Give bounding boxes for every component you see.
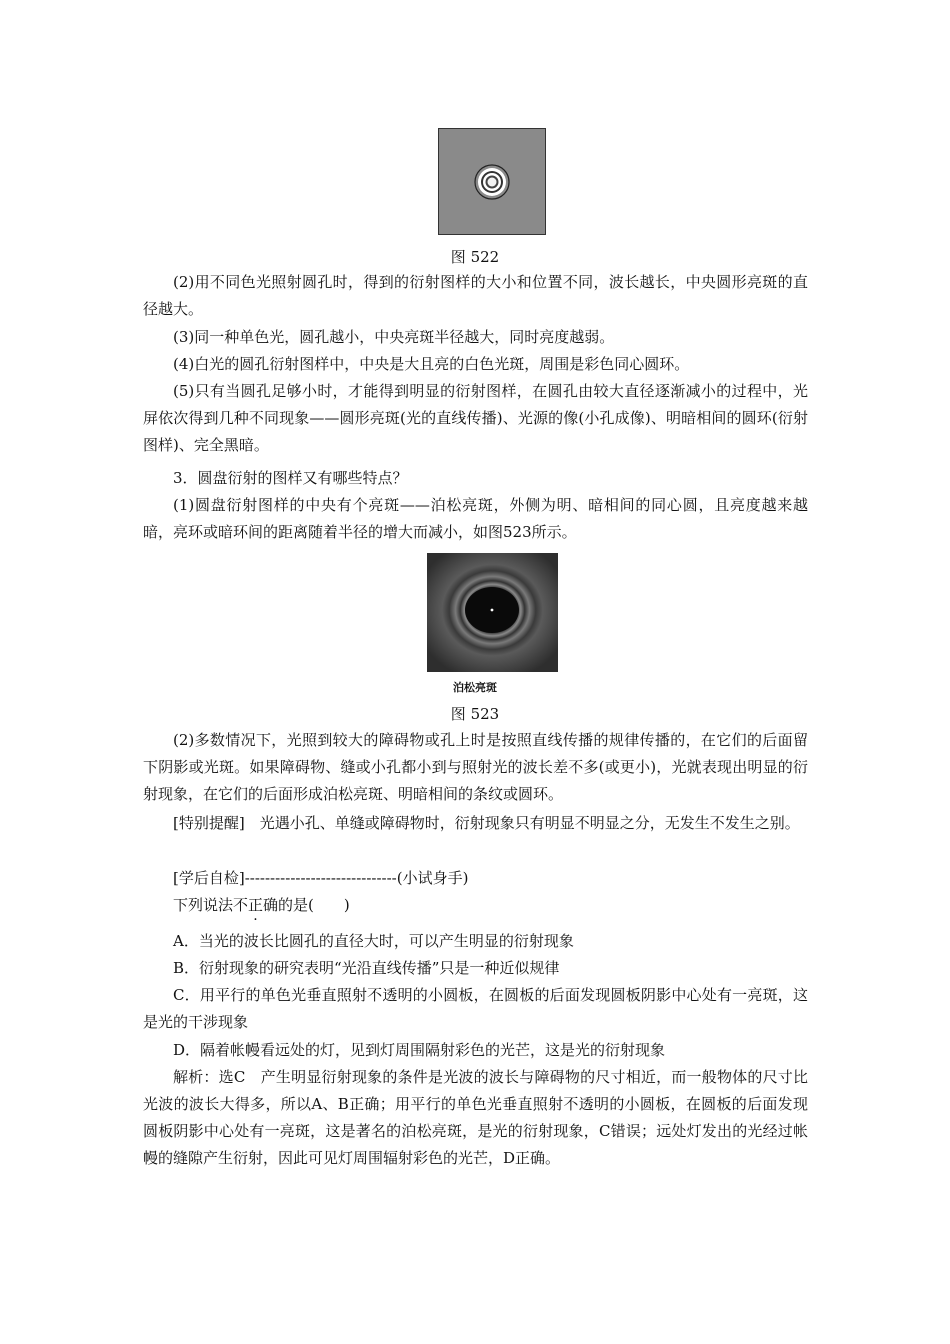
paragraph-2-4: (4)白光的圆孔衍射图样中，中央是大且亮的白色光斑，周围是彩色同心圆环。 [173,355,690,373]
figure-523-image [427,553,558,672]
figure-522-caption: 图 522 [450,248,500,266]
paragraph-3-2: (2)多数情况下，光照到较大的障碍物或孔上时是按照直线传播的规律传播的，在它们的后面留下阴影或光斑。如果障碍物、缝或小孔都小到与照射光的波长差不多(或更小)，光就表现出明显的衍射现象，在它们的后面形成泊松亮斑、明暗相间的条纹或圆环。 [143,731,808,803]
option-a: A．当光的波长比圆孔的直径大时，可以产生明显的衍射现象 [173,932,574,950]
figure-523-label: 泊松亮斑 [453,681,497,694]
figure-523-caption: 图 523 [450,705,500,723]
paragraph-2-2: (2)用不同色光照射圆孔时，得到的衍射图样的大小和位置不同，波长越长，中央圆形亮斑的直径越大。 [143,273,808,318]
paragraph-2-5: (5)只有当圆孔足够小时，才能得到明显的衍射图样，在圆孔由较大直径逐渐减小的过程中，光屏依次得到几种不同现象——圆形亮斑(光的直线传播)、光源的像(小孔成像)、明暗相间的圆环(衍射图样)、完全黑暗。 [143,382,808,454]
question-stem-pre: 下列说法 [173,896,234,914]
paragraph-3-1: (1)圆盘衍射图样的中央有个亮斑——泊松亮斑，外侧为明、暗相间的同心圆，且亮度越来越暗，亮环或暗环间的距离随着半径的增大而减小，如图523所示。 [143,496,808,541]
self-check-title: [学后自检]------------------------------(小试身手) [173,869,469,887]
figure-522-image [438,128,546,235]
question-stem-post: 正确的是( ) [248,896,350,914]
paragraph-2-3: (3)同一种单色光，圆孔越小，中央亮斑半径越大，同时亮度越弱。 [173,328,615,346]
question-3-heading: 3．圆盘衍射的图样又有哪些特点？ [173,469,408,487]
option-b: B．衍射现象的研究表明“光沿直线传播”只是一种近似规律 [173,959,560,977]
special-tip: [特别提醒] 光遇小孔、单缝或障碍物时，衍射现象只有明显不明显之分，无发生不发生之别。 [173,814,800,832]
question-stem [143,892,808,919]
option-d: D．隔着帐幔看远处的灯，见到灯周围隔射彩色的光芒，这是光的衍射现象 [173,1041,666,1059]
option-c: C．用平行的单色光垂直照射不透明的小圆板，在圆板的后面发现圆板阴影中心处有一亮斑，这是光的干涉现象 [143,986,808,1031]
question-stem-emphasis: 不 [233,896,249,914]
answer-explanation: 解析：选C 产生明显衍射现象的条件是光波的波长与障碍物的尺寸相近，而一般物体的尺寸比光波的波长大得多，所以A、B正确；用平行的单色光垂直照射不透明的小圆板，在圆板的后面发现圆板阴影中心处有一亮斑，这是著名的泊松亮斑，是光的衍射现象，C错误；远处灯发出的光经过帐幔的缝隙产生衍射，因此可见灯周围辐射彩色的光芒，D正确。 [143,1068,808,1167]
